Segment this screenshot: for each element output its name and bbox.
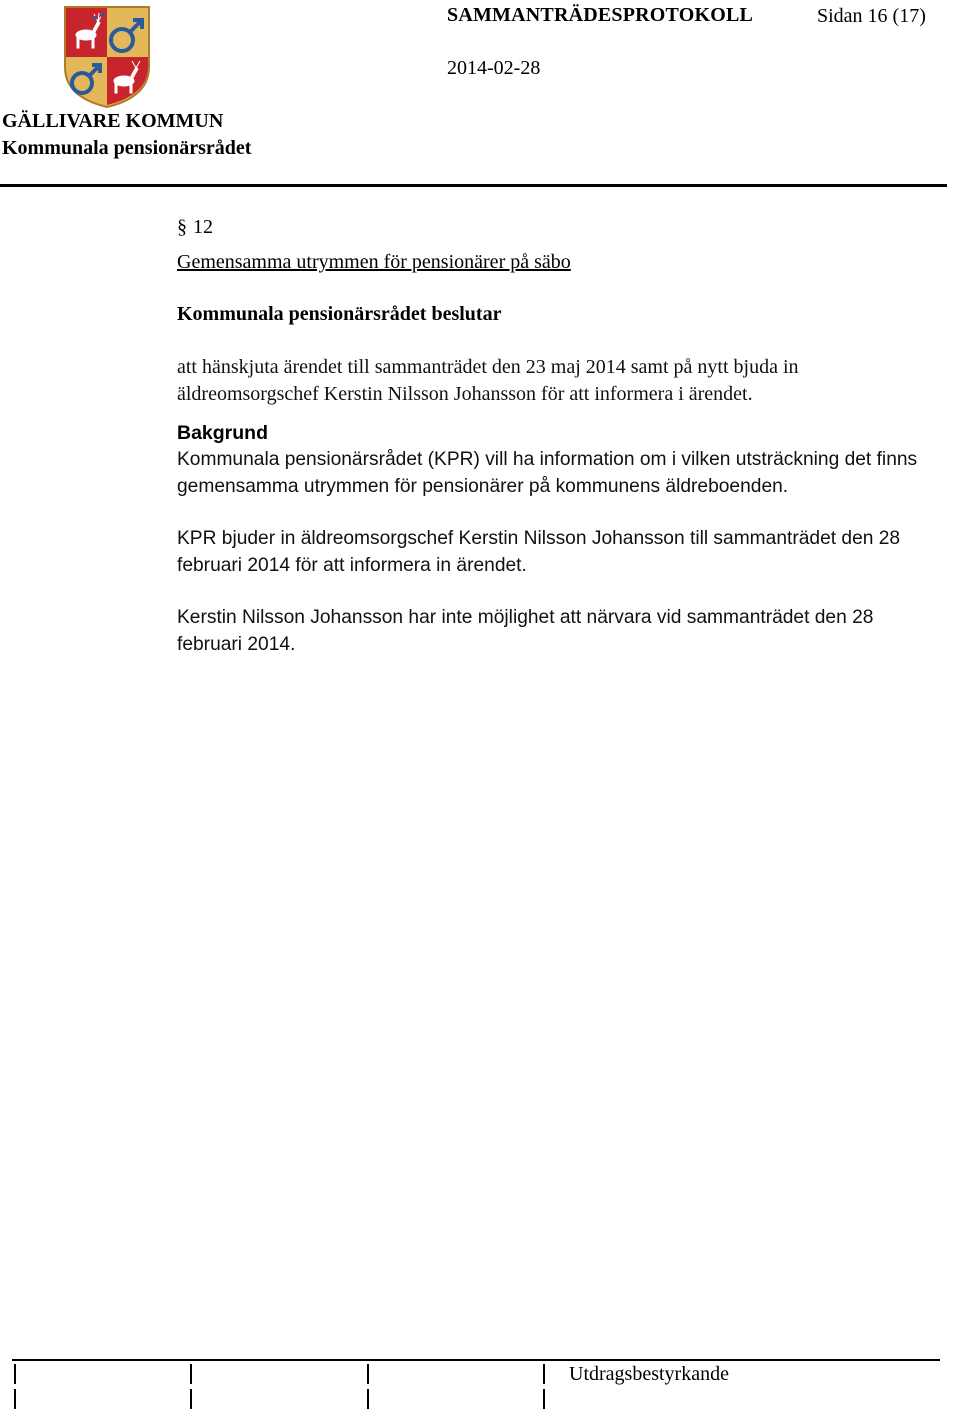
- signature-separator: [367, 1389, 369, 1409]
- section-number-value: 12: [193, 216, 213, 238]
- signature-separator: [14, 1389, 16, 1409]
- signature-separator: [190, 1364, 192, 1384]
- background-paragraph: Kommunala pensionärsrådet (KPR) vill ha information om i vilken utsträckning det finns gemensamma utrymmen för pensionärer på kommunens äldreboenden.: [177, 449, 918, 497]
- organization-name: GÄLLIVARE KOMMUN: [2, 110, 224, 132]
- background-heading: Bakgrund: [177, 422, 269, 444]
- section-symbol: §: [177, 216, 187, 238]
- signature-separator: [190, 1389, 192, 1409]
- footer-divider: [12, 1359, 940, 1361]
- signature-separator: [367, 1364, 369, 1384]
- section-number: [177, 213, 957, 241]
- signature-separator: [14, 1364, 16, 1384]
- decision-text: att hänskjuta ärendet till sammanträdet den 23 maj 2014 samt på nytt bjuda in äldreomsorgschef Kerstin Nilsson Johansson för att informera i ärendet.: [177, 356, 799, 405]
- certification-label: Utdragsbestyrkande: [569, 1363, 729, 1385]
- background-paragraph: KPR bjuder in äldreomsorgschef Kerstin Nilsson Johansson till sammanträdet den 28 februari 2014 för att informera in ärendet.: [177, 528, 901, 576]
- organization-unit: Kommunala pensionärsrådet: [2, 137, 252, 159]
- protocol-section: [177, 213, 957, 658]
- page-number: Sidan 16 (17): [817, 5, 926, 27]
- signature-separator: [543, 1364, 545, 1384]
- document-type-title: SAMMANTRÄDESPROTOKOLL: [447, 4, 754, 26]
- decision-heading: Kommunala pensionärsrådet beslutar: [177, 303, 502, 325]
- meeting-date: 2014-02-28: [447, 57, 541, 79]
- item-title: Gemensamma utrymmen för pensionärer på säbo: [177, 251, 571, 273]
- signature-separator: [543, 1389, 545, 1409]
- background-paragraph: Kerstin Nilsson Johansson har inte möjlighet att närvara vid sammanträdet den 28 februari 2014.: [177, 607, 874, 655]
- header-divider: [0, 184, 947, 187]
- coat-of-arms-icon: [62, 5, 152, 109]
